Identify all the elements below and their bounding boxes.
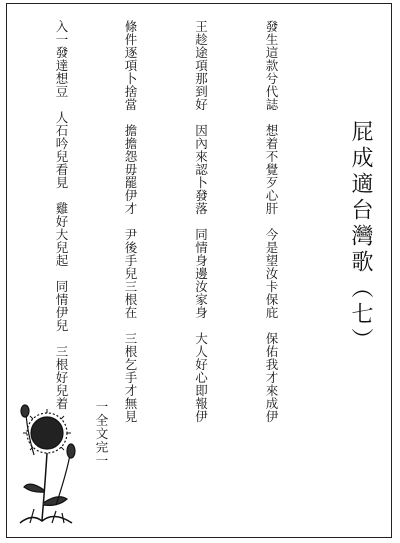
- verse-column: 條件逐項卜捨當 擔擔怨毋罷伊才 尹後手兒三根在 三根乞手才無見: [123, 20, 138, 423]
- verse-column: 發生這款兮代誌 想着不覺歹心肝 今是望汝卡保庇 保佑我才來成伊: [264, 20, 279, 423]
- verse-block-right: [118, 20, 330, 520]
- song-title: 屁成適台灣歌（七）: [348, 120, 373, 354]
- flower-illustration-icon: [12, 395, 82, 530]
- verse-column: 王趁途項那到好 因內來認卜發落 同情身邊汝家身 大人好心即報伊: [193, 20, 209, 423]
- verse-column: 入一發達想豆 人石吟兒看見 雞好大兒起 同情伊兒 三根好兒着: [54, 20, 69, 410]
- end-of-text-mark: 一全文完一: [94, 400, 109, 468]
